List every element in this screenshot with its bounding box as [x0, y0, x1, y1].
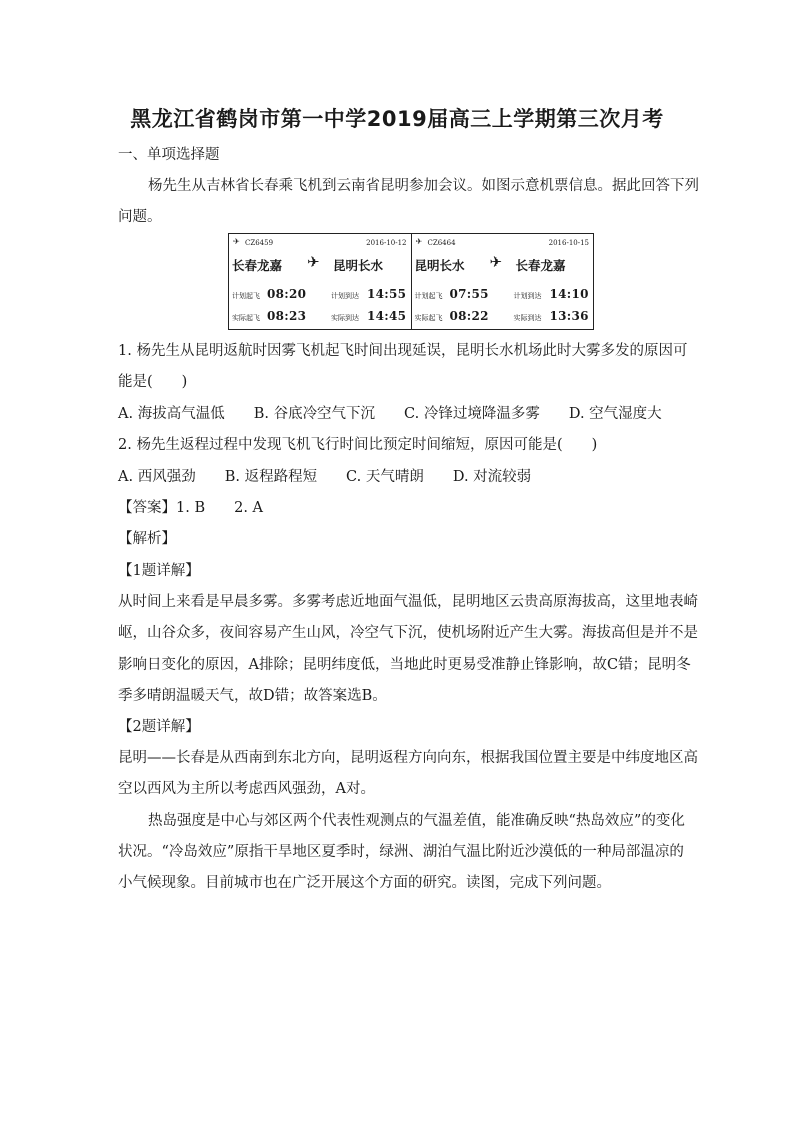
- detail-1-line-1: 从时间上来看是早晨多雾。多雾考虑近地面气温低，昆明地区云贵高原海拔高，这里地表崎: [118, 594, 698, 610]
- question-1-line-1: 1. 杨先生从昆明返航时因雾飞机起飞时间出现延误，昆明长水机场此时大雾多发的原因可: [118, 343, 688, 359]
- planned-departure-label: 计划起飞: [414, 292, 443, 300]
- flight-tickets-figure: [228, 233, 594, 330]
- flight-date: 2016-10-15: [548, 239, 589, 247]
- plane-icon: ✈: [307, 253, 320, 271]
- intro-line-1: 杨先生从吉林省长春乘飞机到云南省昆明参加会议。如图示意机票信息。据此回答下列: [148, 178, 699, 194]
- actual-departure-time: 08:22: [449, 309, 489, 323]
- planned-departure-time: 08:20: [267, 287, 307, 301]
- question-1-options: A. 海拔高气温低 B. 谷底冷空气下沉 C. 冷锋过境降温多雾 D. 空气湿度大: [118, 406, 662, 422]
- actual-departure-label: 实际起飞: [414, 314, 443, 322]
- planned-arrival-label: 计划到达: [331, 292, 359, 300]
- airline-logo-icon: ✈: [233, 237, 240, 246]
- planned-arrival-time: 14:55: [367, 287, 407, 301]
- arrival-city: 昆明长水: [333, 258, 384, 273]
- passage-line-3: 小气候现象。目前城市也在广泛开展这个方面的研究。读图，完成下列问题。: [118, 875, 611, 891]
- planned-arrival-label: 计划到达: [513, 292, 542, 300]
- question-1-line-2: 能是( ): [118, 374, 188, 390]
- actual-departure-label: 实际起飞: [232, 314, 260, 322]
- section-heading: 一、单项选择题: [118, 147, 220, 163]
- question-2: 2. 杨先生返程过程中发现飞机飞行时间比预定时间缩短，原因可能是( ): [118, 437, 598, 453]
- planned-arrival-time: 14:10: [549, 287, 589, 301]
- analysis-heading: 【解析】: [118, 531, 176, 547]
- detail-1-line-3: 影响日变化的原因，A排除；昆明纬度低，当地此时更易受准静止锋影响，故C错；昆明冬: [118, 657, 691, 673]
- actual-arrival-time: 13:36: [549, 309, 589, 323]
- ticket-outbound: [229, 234, 411, 329]
- departure-city: 长春龙嘉: [232, 258, 283, 273]
- departure-city: 昆明长水: [414, 258, 465, 273]
- question-2-options: A. 西风强劲 B. 返程路程短 C. 天气晴朗 D. 对流较弱: [118, 469, 532, 485]
- passage-line-2: 状况。“冷岛效应”原指干旱地区夏季时，绿洲、湖泊气温比附近沙漠低的一种局部温凉的: [118, 844, 684, 860]
- detail-2-heading: 【2题详解】: [118, 719, 200, 735]
- actual-arrival-time: 14:45: [367, 309, 407, 323]
- flight-date: 2016-10-12: [366, 239, 407, 247]
- detail-1-line-2: 岖，山谷众多，夜间容易产生山风，冷空气下沉，使机场附近产生大雾。海拔高但是并不是: [118, 625, 698, 641]
- detail-2-line-2: 空以西风为主所以考虑西风强劲，A对。: [118, 781, 375, 797]
- passage-line-1: 热岛强度是中心与郊区两个代表性观测点的气温差值，能准确反映“热岛效应”的变化: [148, 813, 685, 829]
- document-title: 黑龙江省鹤岗市第一中学2019届高三上学期第三次月考: [130, 107, 664, 131]
- flight-number: CZ6464: [427, 239, 456, 247]
- airline-logo-icon: ✈: [415, 237, 423, 246]
- planned-departure-time: 07:55: [449, 287, 489, 301]
- planned-departure-label: 计划起飞: [232, 292, 260, 300]
- plane-icon: ✈: [489, 253, 503, 271]
- arrival-city: 长春龙嘉: [515, 258, 566, 273]
- flight-number: CZ6459: [245, 239, 274, 247]
- ticket-return: [411, 234, 594, 329]
- detail-2-line-1: 昆明——长春是从西南到东北方向，昆明返程方向向东，根据我国位置主要是中纬度地区高: [118, 750, 698, 766]
- actual-departure-time: 08:23: [267, 309, 307, 323]
- intro-line-2: 问题。: [118, 209, 162, 225]
- detail-1-heading: 【1题详解】: [118, 563, 200, 579]
- actual-arrival-label: 实际到达: [331, 314, 359, 322]
- answer-line: 【答案】1. B 2. A: [118, 500, 264, 516]
- actual-arrival-label: 实际到达: [513, 314, 542, 322]
- detail-1-line-4: 季多晴朗温暖天气，故D错；故答案选B。: [118, 688, 387, 704]
